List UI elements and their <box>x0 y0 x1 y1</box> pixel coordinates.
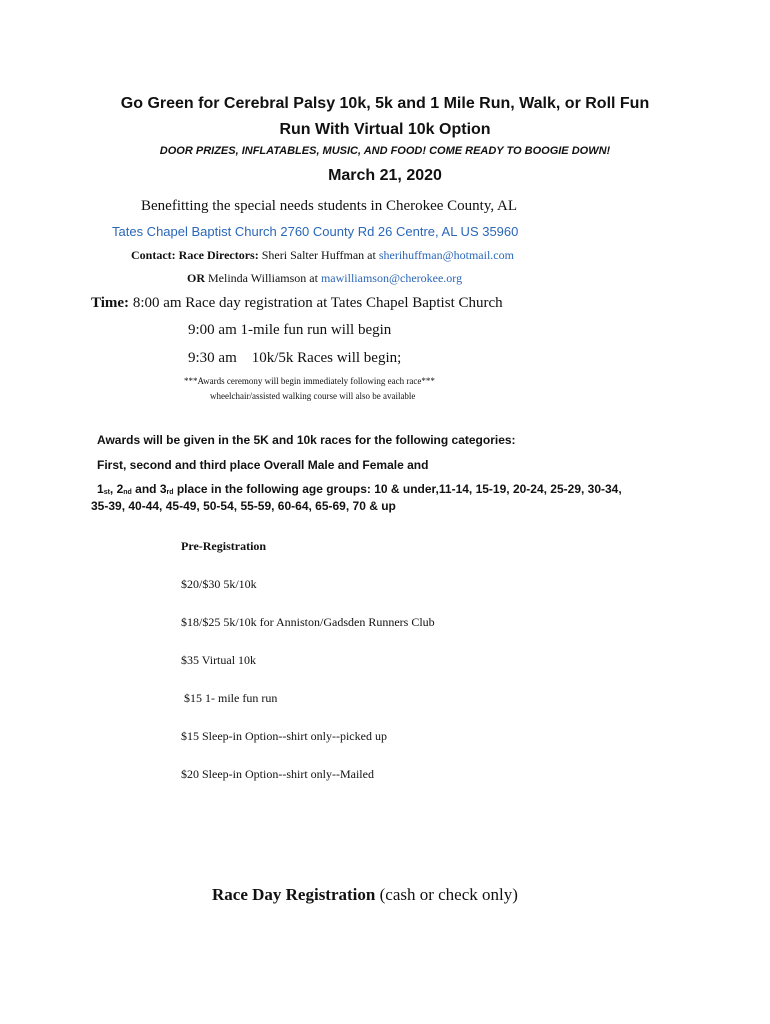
contact-line-1 <box>131 248 514 263</box>
schedule-item-races: 9:30 am 10k/5k Races will begin; <box>188 350 402 366</box>
event-title-line2: Run With Virtual 10k Option <box>279 121 491 138</box>
contact-line-2 <box>187 271 462 286</box>
event-date: March 21, 2020 <box>328 167 442 184</box>
director-2-name: Melinda Williamson at <box>208 271 318 285</box>
awards-intro: Awards will be given in the 5K and 10k races for the following categories: <box>97 433 516 447</box>
price-item: $15 1- mile fun run <box>181 691 278 705</box>
event-tagline: DOOR PRIZES, INFLATABLES, MUSIC, AND FOOD! COME READY TO BOOGIE DOWN! <box>159 145 611 157</box>
price-item: $35 Virtual 10k <box>181 653 257 667</box>
awards-overall: First, second and third place Overall Male and Female and <box>97 458 429 472</box>
place-second: , 2 <box>109 482 124 496</box>
schedule-item-registration: 8:00 am Race day registration at Tates Chapel Baptist Church <box>132 295 503 311</box>
price-item: $20 Sleep-in Option--shirt only--Mailed <box>181 767 374 781</box>
or-label: OR <box>187 271 205 285</box>
place-first-suffix: st <box>103 489 110 496</box>
contact-label: Contact: Race Directors: <box>131 248 259 262</box>
time-label: Time: <box>91 295 130 311</box>
price-item: $15 Sleep-in Option--shirt only--picked up <box>181 729 387 743</box>
director-2-email-link[interactable]: mawilliamson@cherokee.org <box>320 271 463 285</box>
schedule-item-fun-run: 9:00 am 1-mile fun run will begin <box>188 322 392 338</box>
awards-age-groups-line1 <box>97 482 622 496</box>
benefit-line: Benefitting the special needs students in Cherokee County, AL <box>141 198 518 214</box>
awards-age-groups-line2: 35-39, 40-44, 45-49, 50-54, 55-59, 60-64, 65-69, 70 & up <box>91 499 396 513</box>
price-item: $18/$25 5k/10k for Anniston/Gadsden Runners Club <box>181 615 435 629</box>
event-title-line1: Go Green for Cerebral Palsy 10k, 5k and 1 Mile Run, Walk, or Roll Fun <box>120 95 650 112</box>
race-day-label: Race Day Registration <box>212 885 376 904</box>
awards-ceremony-note: ***Awards ceremony will begin immediately following each race*** <box>184 376 435 386</box>
age-groups-text: place in the following age groups: 10 & under,11-14, 15-19, 20-24, 25-29, 30-34, <box>173 482 622 496</box>
price-item: $20/$30 5k/10k <box>181 577 257 591</box>
place-third: and 3 <box>131 482 167 496</box>
director-1-name: Sheri Salter Huffman at <box>261 248 376 262</box>
director-1-email-link[interactable]: sherihuffman@hotmail.com <box>378 248 514 262</box>
place-third-suffix: rd <box>166 489 174 496</box>
pre-registration-heading: Pre-Registration <box>181 539 267 553</box>
place-first: 1 <box>97 482 104 496</box>
wheelchair-note: wheelchair/assisted walking course will also be available <box>210 391 416 401</box>
race-day-payment-note: (cash or check only) <box>375 885 518 904</box>
schedule-line-1 <box>91 295 503 312</box>
place-second-suffix: nd <box>123 489 132 496</box>
location-line: Tates Chapel Baptist Church 2760 County Rd 26 Centre, AL US 35960 <box>112 224 519 239</box>
race-day-registration <box>212 885 518 905</box>
